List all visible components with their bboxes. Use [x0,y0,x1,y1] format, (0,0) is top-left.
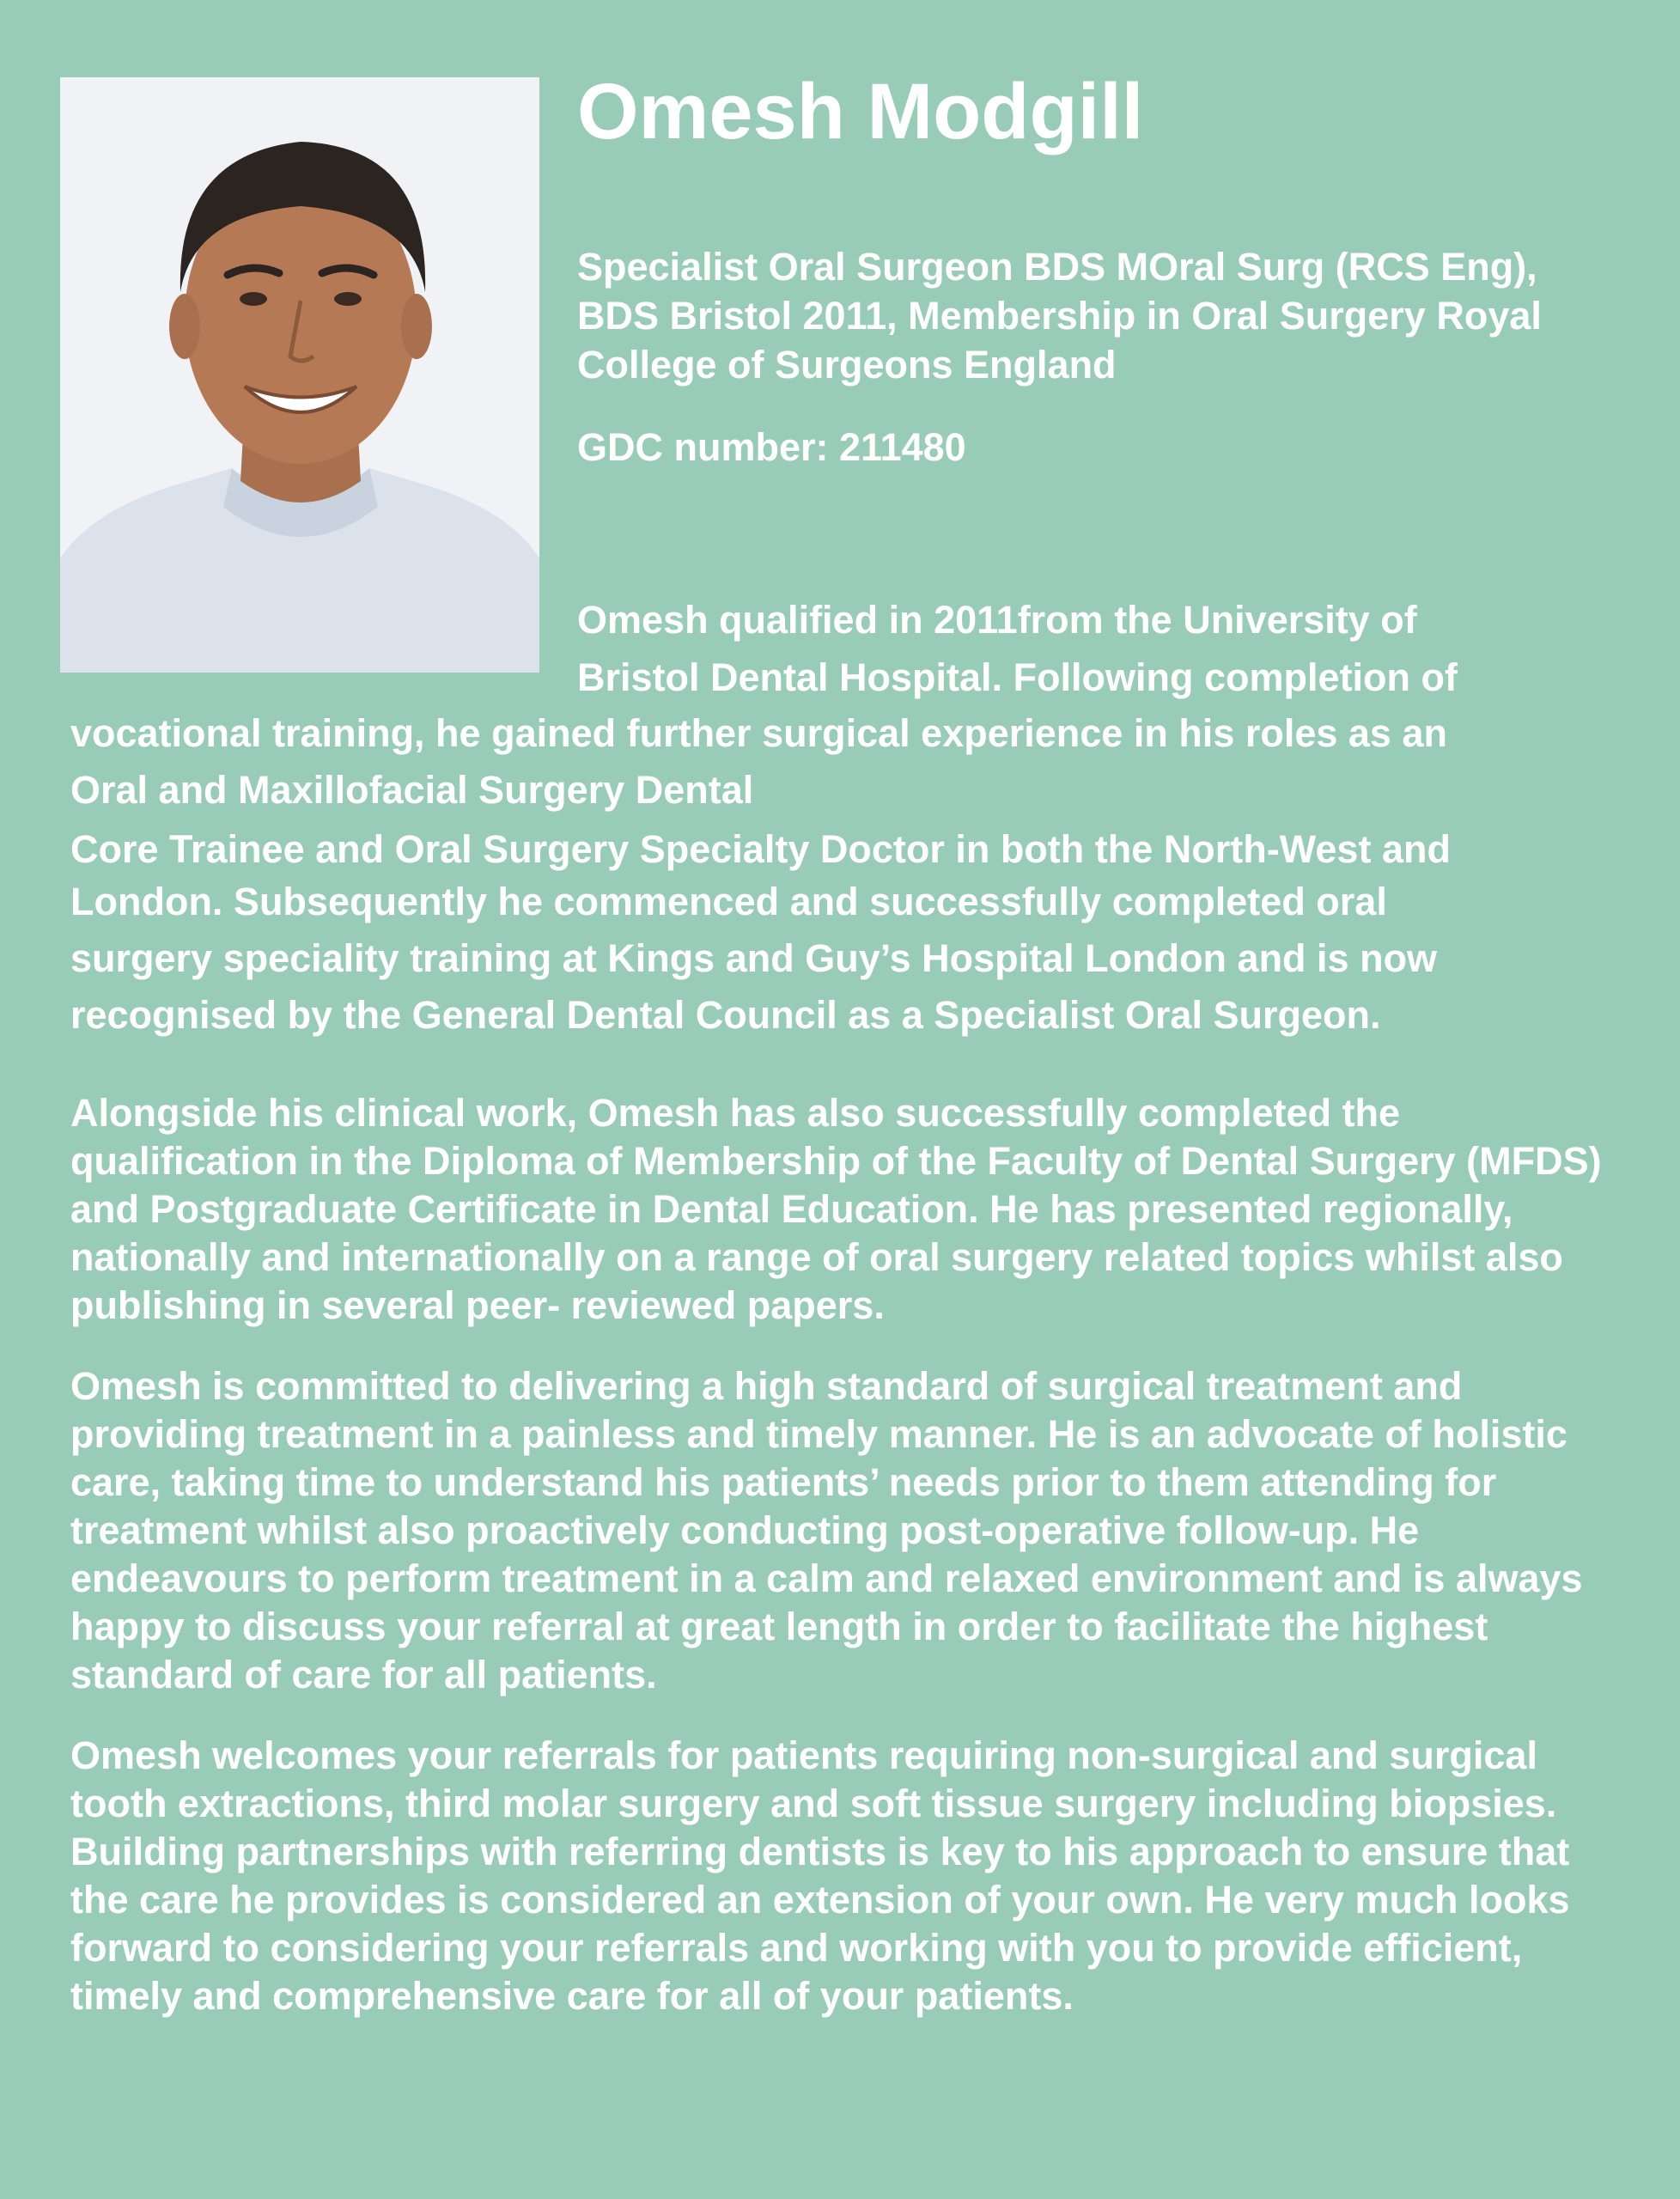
bio-intro [577,591,1616,706]
bio-line: surgery speciality training at Kings and Guy’s Hospital London and is now [70,936,1438,980]
bio-paragraph-4: Omesh welcomes your referrals for patients requiring non-surgical and surgical tooth extractions, third molar surgery and soft tissue surgery including biopsies. Building partnerships with referring dentists is key to his approach to ensure that the care he provides is considered an extension of your own. He very much looks forward to considering your referrals and working with you to provide efficient, timely and comprehensive care for all of your patients. [70,1733,1570,2018]
gdc-number: GDC number: 211480 [577,425,966,469]
bio-line: London. Subsequently he commenced and successfully completed oral [70,880,1387,923]
bio-paragraph-3: Omesh is committed to delivering a high standard of surgical treatment and providing treatment in a painless and timely manner. He is an advocate of holistic care, taking time to understand his patients’ needs prior to them attending for treatment whilst also proactively conducting post-operative follow-up. He endeavours to perform treatment in a calm and relaxed environment and is always happy to discuss your referral at great length in order to facilitate the highest standard of care for all patients. [70,1364,1583,1696]
bio-line: Omesh qualified in 2011from the University of [577,598,1417,642]
bio-line: Oral and Maxillofacial Surgery Dental [70,768,754,812]
bio-line: vocational training, he gained further surgical experience in his roles as an [70,711,1447,755]
bio-paragraph-1 [70,705,1616,1044]
bio-paragraph-2: Alongside his clinical work, Omesh has also successfully completed the qualification in the Diploma of Membership of the Faculty of Dental Surgery (MFDS) and Postgraduate Certificate in Dental Education. He has presented regionally, nationally and internationally on a range of oral surgery related topics whilst also publishing in several peer- reviewed papers. [70,1091,1602,1327]
bio-line: Core Trainee and Oral Surgery Specialty Doctor in both the North-West and [70,827,1451,871]
profile-photo [60,77,539,673]
bio-line: recognised by the General Dental Council as a Specialist Oral Surgeon. [70,993,1381,1037]
qualifications-text: Specialist Oral Surgeon BDS MOral Surg (RCS Eng), BDS Bristol 2011, Membership in Oral Surgery Royal College of Surgeons England [577,245,1542,387]
portrait-illustration [60,77,539,673]
bio-line: Bristol Dental Hospital. Following completion of [577,655,1458,699]
page-title: Omesh Modgill [577,68,1144,155]
